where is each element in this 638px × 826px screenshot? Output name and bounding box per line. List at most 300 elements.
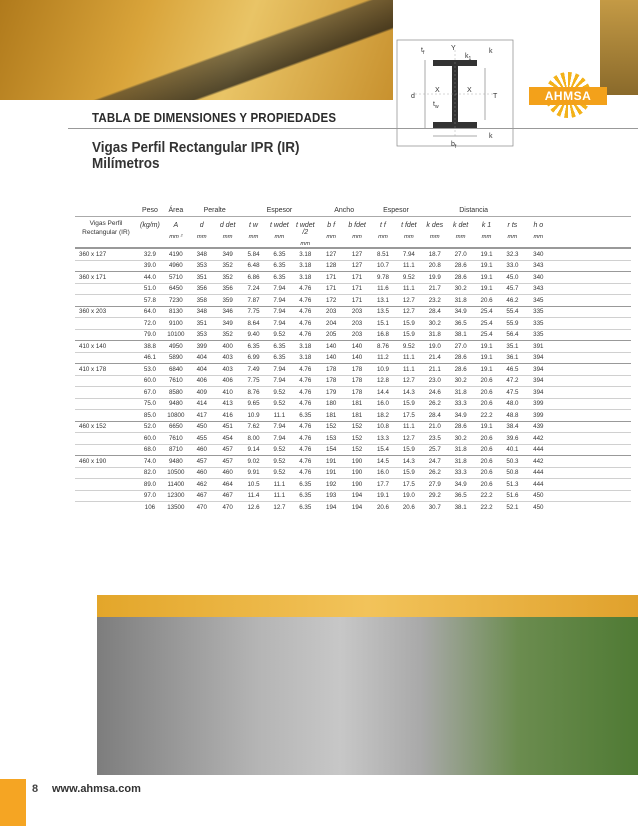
beam-cross-section-diagram: [395, 38, 515, 148]
dimensions-table: [75, 205, 631, 513]
table-cell: 46.2: [506, 296, 519, 304]
table-cell: 15.9: [402, 400, 415, 408]
table-cell: 35.1: [506, 342, 519, 350]
table-cell: 15.4: [376, 446, 389, 454]
table-cell: 25.7: [428, 446, 441, 454]
table-cell: 457: [222, 446, 233, 454]
table-cell: 7610: [168, 434, 183, 442]
header-symbol-unit: mm: [378, 234, 388, 240]
label-k-bottom: k: [489, 133, 493, 140]
beam-diagram-svg: [395, 38, 515, 148]
table-cell: 140: [326, 354, 337, 362]
table-cell: 460: [196, 469, 207, 477]
website-link[interactable]: www.ahmsa.com: [52, 783, 141, 795]
table-cell: 4.76: [299, 319, 312, 327]
table-cell: 20.6: [480, 480, 493, 488]
table-cell: 19.9: [428, 273, 441, 281]
table-cell: 6.35: [273, 273, 286, 281]
table-cell: 152: [351, 446, 363, 454]
table-cell: 410: [222, 388, 233, 396]
table-cell: 8710: [168, 446, 183, 454]
table-cell: 25.4: [480, 308, 493, 316]
table-cell: 12.7: [402, 308, 415, 316]
table-cell: 6840: [168, 365, 183, 373]
table-cell: 203: [351, 331, 363, 339]
table-cell: 11.1: [403, 365, 415, 373]
table-cell: 403: [222, 365, 233, 373]
table-cell: 20.6: [480, 457, 493, 465]
table-cell: 56.4: [506, 331, 519, 339]
row-label: 360 x 203: [79, 308, 107, 316]
footer-accent: [0, 779, 26, 826]
table-cell: 128: [326, 262, 337, 270]
table-cell: 348: [196, 308, 207, 316]
table-cell: 21.4: [428, 354, 441, 362]
table-cell: 191: [326, 457, 337, 465]
table-cell: 3.18: [299, 250, 312, 258]
table-row: [75, 455, 631, 467]
table-cell: 178: [326, 365, 337, 373]
table-cell: 14.4: [376, 388, 389, 396]
table-cell: 97.0: [143, 492, 156, 500]
ahmsa-logo: [529, 72, 607, 124]
table-cell: 39.0: [143, 262, 156, 270]
table-cell: 52.1: [506, 503, 519, 511]
table-cell: 455: [196, 434, 207, 442]
table-cell: 171: [326, 285, 337, 293]
table-cell: 9.52: [402, 342, 415, 350]
table-cell: 340: [533, 273, 544, 281]
table-cell: 8.76: [376, 342, 389, 350]
table-cell: 346: [222, 308, 233, 316]
table-cell: 4.76: [299, 388, 312, 396]
header-symbol: [163, 217, 189, 247]
table-cell: 26.2: [428, 400, 441, 408]
table-cell: 51.6: [506, 492, 519, 500]
table-cell: 343: [533, 285, 544, 293]
table-cell: 8.76: [247, 388, 260, 396]
table-cell: 356: [222, 285, 233, 293]
label-T: T: [493, 93, 498, 100]
table-row: [75, 386, 631, 398]
label-k1: $k_1$: [465, 53, 472, 62]
table-cell: 193: [326, 492, 337, 500]
header-symbol: [525, 217, 551, 247]
table-cell: 40.1: [506, 446, 519, 454]
table-cell: 181: [351, 400, 363, 408]
table-row: [75, 248, 631, 260]
table-cell: 345: [533, 296, 544, 304]
footer-photo-structures: [97, 595, 638, 775]
header-symbol-main: A: [173, 222, 179, 229]
table-cell: 444: [533, 480, 544, 488]
table-cell: 19.0: [402, 492, 415, 500]
table-cell: 9.52: [273, 469, 286, 477]
table-cell: 178: [351, 388, 363, 396]
header-symbol: [370, 217, 396, 247]
table-cell: 7.87: [247, 296, 260, 304]
table-cell: 30.7: [428, 503, 441, 511]
table-row: [75, 409, 631, 421]
header-symbol-unit: mm: [455, 234, 466, 240]
header-peralte: Peralte: [203, 207, 226, 214]
table-cell: 14.3: [402, 457, 415, 465]
table-cell: 26.2: [428, 469, 441, 477]
table-cell: 15.9: [402, 331, 415, 339]
header-photo-steel: [0, 0, 393, 100]
table-cell: 12.7: [402, 434, 415, 442]
table-cell: 34.9: [454, 480, 467, 488]
table-cell: 19.1: [480, 262, 493, 270]
label-X-right: X: [467, 87, 472, 94]
table-cell: 450: [533, 503, 544, 511]
table-cell: 17.7: [376, 480, 389, 488]
table-cell: 24.6: [428, 388, 441, 396]
table-cell: 23.5: [428, 434, 441, 442]
table-cell: 394: [533, 377, 544, 385]
table-cell: 28.6: [454, 423, 467, 431]
table-cell: 194: [351, 503, 363, 511]
header-espesor-2: Espesor: [383, 207, 409, 214]
row-label: 360 x 127: [79, 250, 107, 258]
table-cell: 10500: [167, 469, 185, 477]
table-cell: 20.6: [480, 377, 493, 385]
table-cell: 52.0: [143, 423, 156, 431]
header-symbol-main: k 1: [481, 222, 492, 229]
table-cell: 19.1: [480, 354, 493, 362]
table-cell: 30.2: [454, 285, 467, 293]
table-cell: 19.1: [480, 285, 493, 293]
table-row: [75, 478, 631, 490]
table-cell: 20.6: [480, 296, 493, 304]
table-cell: 21.0: [428, 423, 441, 431]
header-symbol-main: (kg/m): [140, 222, 160, 229]
header-symbol-unit: mm: [196, 234, 207, 240]
table-cell: 11400: [167, 480, 185, 488]
table-cell: 7610: [168, 377, 183, 385]
table-cell: 13500: [167, 503, 185, 511]
table-cell: 27.0: [454, 250, 467, 258]
table-cell: 4.76: [299, 434, 312, 442]
header-symbol: [344, 217, 370, 247]
table-cell: 6.99: [247, 354, 260, 362]
table-cell: 31.8: [454, 296, 467, 304]
table-cell: 399: [533, 411, 544, 419]
table-cell: 21.7: [428, 285, 441, 293]
table-cell: 9.52: [273, 457, 286, 465]
table-cell: 55.9: [506, 319, 519, 327]
table-cell: 356: [196, 285, 207, 293]
table-cell: 11.1: [403, 354, 415, 362]
table-cell: 192: [326, 480, 337, 488]
header-symbol-unit: mm: [507, 234, 518, 240]
table-cell: 19.1: [480, 423, 493, 431]
table-cell: 25.4: [480, 331, 493, 339]
table-cell: 343: [533, 262, 544, 270]
header-symbol: [266, 217, 292, 247]
table-cell: 190: [351, 480, 363, 488]
header-peso: Peso: [141, 207, 158, 214]
table-cell: 127: [326, 250, 337, 258]
table-cell: 7.94: [273, 308, 286, 316]
table-cell: 153: [326, 434, 337, 442]
table-cell: 348: [196, 250, 207, 258]
table-row: [75, 432, 631, 444]
table-cell: 5890: [168, 354, 183, 362]
table-cell: 4.76: [299, 469, 312, 477]
table-cell: 4.76: [299, 365, 312, 373]
header-espesor-1: Espesor: [266, 207, 293, 214]
table-cell: 34.9: [454, 308, 467, 316]
table-row: [75, 421, 631, 433]
table-cell: 194: [351, 492, 363, 500]
table-cell: 400: [222, 342, 233, 350]
table-row: [75, 363, 631, 375]
header-symbol-unit: mm: [222, 234, 233, 240]
table-cell: 20.6: [480, 434, 493, 442]
table-cell: 457: [222, 457, 233, 465]
title-rule: [68, 128, 638, 129]
label-X-left: X: [435, 87, 440, 94]
table-cell: 106: [144, 503, 156, 511]
page-title: Vigas Perfil Rectangular IPR (IR): [92, 139, 300, 156]
table-cell: 7.94: [273, 296, 286, 304]
header-symbol-main: t wdet /2: [295, 222, 315, 236]
header-symbol-main: d: [199, 222, 204, 229]
table-cell: 7.49: [247, 365, 260, 373]
table-cell: 404: [196, 365, 207, 373]
table-cell: 140: [326, 342, 337, 350]
header-symbol-main: h o: [533, 222, 544, 229]
table-cell: 75.0: [143, 400, 156, 408]
table-cell: 38.8: [143, 342, 156, 350]
table-cell: 127: [351, 262, 363, 270]
table-cell: 406: [222, 377, 233, 385]
table-cell: 9.52: [402, 273, 415, 281]
table-cell: 32.9: [143, 250, 156, 258]
table-cell: 460: [222, 469, 233, 477]
table-cell: 31.8: [428, 331, 441, 339]
table-cell: 16.0: [376, 400, 389, 408]
table-cell: 467: [196, 492, 207, 500]
table-cell: 19.1: [480, 365, 493, 373]
table-cell: 6.35: [273, 250, 286, 258]
header-symbol: [396, 217, 422, 247]
table-cell: 417: [196, 411, 207, 419]
table-cell: 11.6: [377, 285, 389, 293]
table-cell: 4.76: [299, 446, 312, 454]
table-cell: 3.18: [299, 354, 312, 362]
table-cell: 12.7: [402, 296, 415, 304]
table-cell: 391: [533, 342, 544, 350]
table-cell: 19.1: [480, 342, 493, 350]
table-cell: 57.8: [143, 296, 156, 304]
table-cell: 6.35: [273, 354, 286, 362]
table-cell: 413: [222, 400, 233, 408]
table-cell: 450: [533, 492, 544, 500]
table-cell: 3.18: [299, 273, 312, 281]
table-cell: 450: [196, 423, 207, 431]
table-cell: 20.6: [480, 388, 493, 396]
table-cell: 48.0: [506, 400, 519, 408]
header-symbol-main: r ts: [507, 222, 518, 229]
table-cell: 181: [351, 411, 363, 419]
table-row: [75, 444, 631, 456]
table-cell: 11.1: [273, 492, 286, 500]
table-cell: 454: [222, 434, 233, 442]
table-cell: 8.64: [247, 319, 260, 327]
table-cell: 340: [533, 250, 544, 258]
table-cell: 353: [196, 262, 207, 270]
table-cell: 28.6: [454, 354, 467, 362]
header-distancia: Distancia: [459, 207, 489, 214]
table-cell: 28.4: [428, 308, 441, 316]
table-cell: 351: [196, 273, 207, 281]
table-cell: 45.7: [506, 285, 519, 293]
header-symbol-main: k det: [453, 222, 469, 229]
header-symbol: [189, 217, 215, 247]
table-cell: 9480: [168, 457, 183, 465]
header-symbol-unit: mm: [533, 234, 544, 240]
table-cell: 3.18: [299, 262, 312, 270]
table-cell: 38.1: [454, 331, 467, 339]
table-cell: 4950: [168, 342, 183, 350]
table-cell: 399: [196, 342, 207, 350]
table-cell: 18.7: [428, 250, 441, 258]
table-cell: 72.0: [143, 319, 156, 327]
table-cell: 154: [326, 446, 337, 454]
header-symbol-unit: mm: [403, 234, 414, 240]
table-cell: 13.1: [376, 296, 389, 304]
table-cell: 67.0: [143, 388, 156, 396]
table-cell: 31.8: [454, 457, 467, 465]
table-cell: 10.9: [247, 411, 260, 419]
table-row: [75, 306, 631, 318]
table-cell: 15.9: [402, 446, 415, 454]
table-cell: 22.2: [480, 503, 493, 511]
header-symbol: [292, 217, 318, 247]
table-cell: 7.94: [273, 285, 286, 293]
table-cell: 8.00: [247, 434, 260, 442]
table-cell: 6450: [168, 285, 183, 293]
table-row: [75, 352, 631, 364]
table-cell: 7230: [168, 296, 183, 304]
table-cell: 31.8: [454, 388, 467, 396]
table-cell: 27.0: [454, 342, 467, 350]
table-cell: 4.76: [299, 285, 312, 293]
header-symbol-main: t w: [249, 222, 258, 229]
table-cell: 6.35: [299, 411, 312, 419]
table-cell: 30.2: [454, 377, 467, 385]
table-cell: 464: [222, 480, 233, 488]
table-cell: 24.7: [428, 457, 441, 465]
table-cell: 9.52: [273, 388, 286, 396]
table-cell: 45.0: [506, 273, 519, 281]
table-cell: 444: [533, 469, 544, 477]
table-cell: 10.8: [376, 423, 389, 431]
table-cell: 152: [326, 423, 337, 431]
table-cell: 44.0: [143, 273, 156, 281]
table-cell: 39.6: [506, 434, 519, 442]
table-cell: 470: [222, 503, 233, 511]
table-cell: 82.0: [143, 469, 156, 477]
header-symbol: [241, 217, 267, 247]
table-cell: 14.3: [402, 388, 415, 396]
table-cell: 8130: [168, 308, 183, 316]
table-cell: 10.9: [376, 365, 389, 373]
table-cell: 23.0: [428, 377, 441, 385]
header-symbol-unit: mm: [300, 241, 311, 247]
table-cell: 7.94: [273, 319, 286, 327]
table-cell: 406: [196, 377, 207, 385]
page-number: 8: [32, 783, 39, 795]
table-cell: 7.94: [402, 250, 415, 258]
table-cell: 4.76: [299, 377, 312, 385]
table-cell: 29.2: [428, 492, 441, 500]
label-tw: $t_w$: [433, 101, 439, 110]
header-symbol-unit: mm ²: [169, 234, 183, 240]
table-cell: 28.6: [454, 273, 467, 281]
table-cell: 127: [351, 250, 363, 258]
table-cell: 7.75: [247, 377, 260, 385]
table-cell: 19.1: [480, 250, 493, 258]
table-cell: 335: [533, 331, 544, 339]
table-body: [75, 247, 631, 513]
table-cell: 50.8: [506, 469, 519, 477]
table-row: [75, 271, 631, 283]
table-cell: 13.3: [376, 434, 389, 442]
label-tf: $t_f$: [421, 47, 425, 56]
table-cell: 444: [533, 446, 544, 454]
table-cell: 394: [533, 388, 544, 396]
header-symbol: [137, 217, 163, 247]
table-cell: 394: [533, 354, 544, 362]
table-cell: 9.52: [273, 331, 286, 339]
table-cell: 30.2: [428, 319, 441, 327]
table-cell: 30.2: [454, 434, 467, 442]
table-cell: 20.6: [480, 446, 493, 454]
table-cell: 351: [196, 319, 207, 327]
table-cell: 27.9: [428, 480, 441, 488]
table-cell: 33.3: [454, 469, 467, 477]
table-row: [75, 283, 631, 295]
table-cell: 12.6: [247, 503, 260, 511]
table-cell: 79.0: [143, 331, 156, 339]
table-row: [75, 340, 631, 352]
header-symbol-main: k des: [426, 222, 444, 229]
table-cell: 451: [222, 423, 233, 431]
table-cell: 4.76: [299, 400, 312, 408]
table-cell: 47.2: [506, 377, 519, 385]
table-cell: 12.8: [376, 377, 389, 385]
table-cell: 10800: [167, 411, 185, 419]
table-cell: 352: [222, 273, 233, 281]
table-cell: 190: [351, 457, 363, 465]
table-cell: 46.5: [506, 365, 519, 373]
table-cell: 409: [196, 388, 207, 396]
table-cell: 140: [351, 342, 363, 350]
table-row: [75, 260, 631, 272]
table-row: [75, 294, 631, 306]
table-cell: 60.0: [143, 377, 156, 385]
table-cell: 13.5: [376, 308, 389, 316]
table-cell: 467: [222, 492, 233, 500]
table-cell: 9.52: [273, 400, 286, 408]
table-row: [75, 329, 631, 341]
table-cell: 7.94: [273, 365, 286, 373]
table-cell: 205: [326, 331, 337, 339]
table-cell: 394: [533, 365, 544, 373]
